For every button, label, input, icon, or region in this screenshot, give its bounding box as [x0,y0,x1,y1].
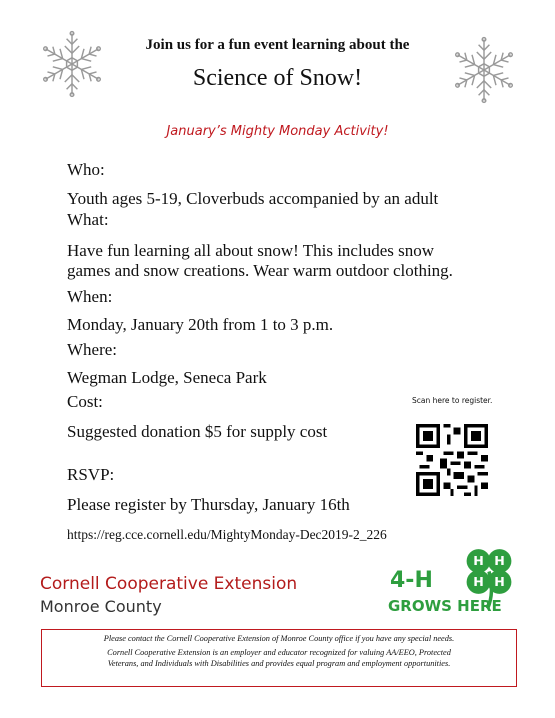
registration-link[interactable]: https://reg.cce.cornell.edu/MightyMonday-Dec2019-2_226 [67,527,387,542]
cce-county: Monroe County [40,597,162,616]
fourh-tagline: GROWS HERE [388,597,502,615]
footer-notice [41,629,517,687]
where-label: Where: [67,340,118,359]
rsvp-label: RSVP: [67,465,115,484]
svg-text:H: H [473,553,484,569]
what-text-line2: games and snow creations. Wear warm outdoor clothing. [67,261,453,280]
what-label: What: [67,210,109,229]
who-label: Who: [67,160,105,179]
fourh-logo-text: 4-H [390,568,433,593]
cce-name: Cornell Cooperative Extension [40,574,298,594]
header-line1: Join us for a fun event learning about the [145,37,410,53]
footer-line3: Veterans, and Individuals with Disabilities and provides equal program and employment opportunities. [107,659,451,668]
qr-code[interactable] [416,424,488,496]
svg-text:H: H [494,553,505,569]
when-text: Monday, January 20th from 1 to 3 p.m. [67,315,334,334]
subtitle: January’s Mighty Monday Activity! [166,124,389,139]
qr-caption: Scan here to register. [412,396,493,405]
svg-text:H: H [494,574,505,590]
where-text: Wegman Lodge, Seneca Park [67,368,267,387]
who-text: Youth ages 5-19, Cloverbuds accompanied by an adult [67,189,439,208]
what-text-line1: Have fun learning all about snow! This includes snow [67,241,435,260]
svg-text:H: H [473,574,484,590]
cost-label: Cost: [67,392,103,411]
when-label: When: [67,287,113,306]
page-title: Science of Snow! [192,65,363,91]
cost-text: Suggested donation $5 for supply cost [67,422,328,441]
rsvp-text: Please register by Thursday, January 16th [67,495,350,514]
footer-line2: Cornell Cooperative Extension is an employer and educator recognized for valuing AA/EEO, Protected [107,648,451,657]
footer-line1: Please contact the Cornell Cooperative Extension of Monroe County office if you have any special needs. [103,634,455,643]
